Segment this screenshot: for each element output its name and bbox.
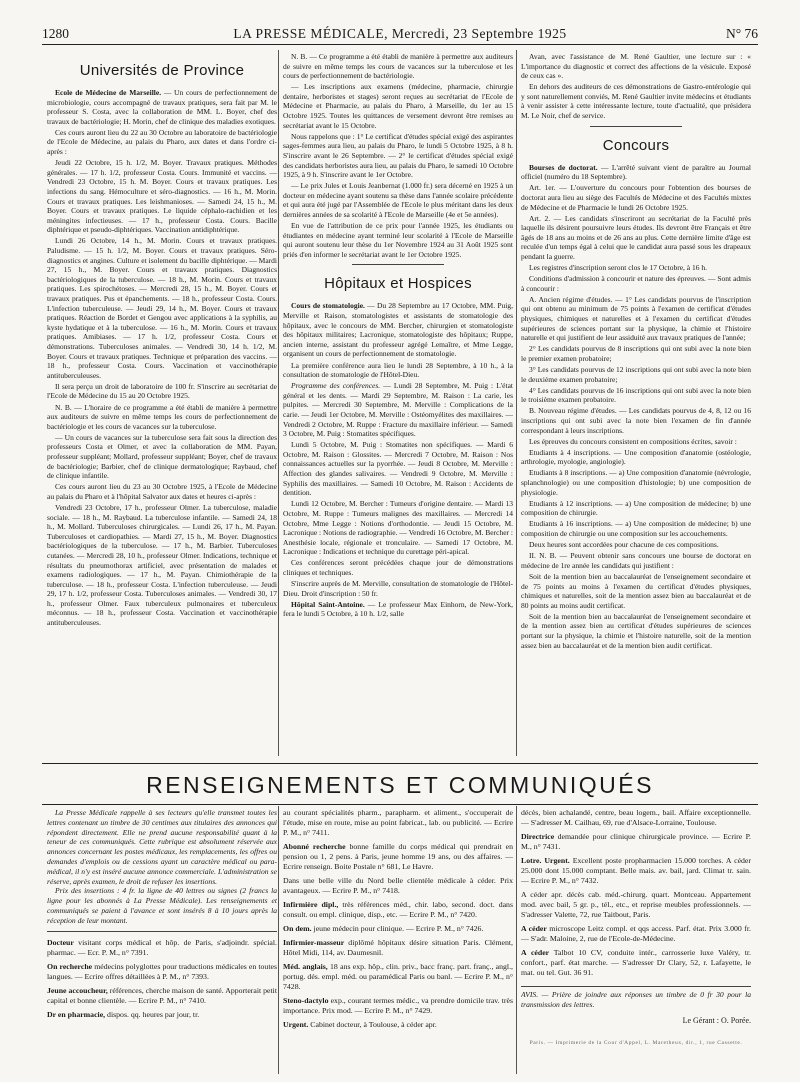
paragraph: Art. 1er. — L'ouverture du concours pour l'obtention des bourses de doctorat aura lieu au siège des Facultés de Médecine et des Facultés mixtes de Médecine et de Pharmacie le lundi 26 Octobre 1925. (521, 183, 751, 212)
classified-ad-lead: On dem. (283, 924, 312, 933)
notice-prices: Prix des insertions : 4 fr. la ligne de 40 lettres ou signes (2 francs la ligne pour les abonnés à La Presse Médicale). Les renseignements et communiqués se paient à l'avance et sont insérés 8 à 10 jours après la réception de leur montant. (47, 886, 277, 925)
paragraph: Vendredi 23 Octobre, 17 h., professeur Olmer. La tuberculose, maladie sociale. — 18 h., M. Raybaud. La tuberculose infantile. — Samedi 24, 18 h., M. Mollard. Tuberculoses chirurgicales. — Lundi 26, 17 h., M. Payan. Tuberculoses et cardiopathies. — Mardi 27, 15 h., M. Boyer. Diagnostics bactériologiques de la tuberculose. — 17 h., M. Barbier. Tuberculoses cutanées. — Mercredi 28, 10 h., professeur Olmer. Indications, technique et résultats du pneumothorax artificiel, avec présentation de malades et examens radiologiques. — 17 h., M. Payan. Chimiothérapie de la tuberculose. — 18 h., professeur Costa. L'infection tuberculeuse. — Jeudi 29, 17 h. 1/2, professeur Costa. Tuberculoses animales. — Vendredi 30, 17 h., professeur Olmer. Faux tuberculeux pulmonaires et tuberculeux méconnus. — 18 h., professeur Costa. Vaccination et vaccinothérapie antituberculeuses. (47, 502, 277, 628)
classified-ad-lead: Steno-dactylo (283, 996, 329, 1005)
printer-line: Paris. — Imprimerie de la Cour d'Appel, L. Maretheux, dir., 1, rue Cassette. (529, 1040, 743, 1046)
classified-ad-text: 18 ans exp. hôp., clin. priv., bacc franç. part. franç., angl., portug. dés. empl. méd. ou paramédical Paris ou banl. — Ecrire P. M., n° 7428. (283, 962, 513, 991)
paragraph: Il sera perçu un droit de laboratoire de 100 fr. S'inscrire au secrétariat de l'Ecole de Médecine du 15 au 20 Octobre 1925. (47, 381, 277, 401)
divider (352, 264, 444, 265)
column-rule (516, 806, 517, 1074)
classified-ad-text: demandée pour clinique chirurgicale province. — Ecrire P. M., n° 7431. (521, 832, 751, 851)
column-right (521, 52, 751, 757)
paragraph: Etudiants à 8 inscriptions. — a) Une composition d'anatomie (névrologie, splanchnologie) ou une composition d'histologie; b) une composition de physiologie. (521, 468, 751, 497)
classified-ad-lead: Directrice (521, 832, 555, 841)
paragraph: Lundi 12 Octobre, M. Bercher : Tumeurs d'origine dentaire. — Mardi 13 Octobre, M. Ruppe : Tumeurs malignes des maxillaires. — Mercredi 14 Octobre, Mme Legge : Notions d'orthodontie. — Jeudi 15 Octobre, M. Lacronique : Notions de radiographie. — Vendredi 16 Octobre, M. Bercher : Anesthésie locale, régionale et tronculaire. — Samedi 17 Octobre, M. Lacronique : Indications et technique du curettage péri-apical. (283, 499, 513, 557)
classified-ad-lead: Méd. anglais, (283, 962, 328, 971)
divider (47, 931, 277, 932)
paragraph: Nous rappelons que : 1° Le certificat d'études spécial exigé des aspirantes sages-femmes aura lieu, au palais du Pharo, le lundi 5 Octobre 1925, à 8 h. S'inscrire avant le 26 Septembre. — 2° le certificat d'études spécial exigé des candidats herboristes aura lieu, au palais du Pharo, le samedi 10 Octobre 1925, à 9 h. S'inscrire avant le 1er Octobre. (283, 131, 513, 180)
classified-ad-text: diplômé hôpitaux désire situation Paris. Clément, Hôtel Midi, 114, av. Daumesnil. (283, 938, 513, 957)
paragraph: Les registres d'inscription seront clos le 17 Octobre, à 16 h. (529, 263, 707, 273)
classified-ad (283, 962, 513, 992)
section-title-universites: Universités de Province (79, 62, 245, 79)
classified-ad (521, 808, 751, 828)
classified-ad-lead: Dr en pharmacie, (47, 1009, 106, 1019)
banner-rule-bottom (42, 804, 758, 805)
classified-ad-text: Talbot 10 CV, conduite intér., carrosserie luxe Valéry, tr. confort., parf. état marche. — S'adresser Dr Clary, 52, r. Lafayette, le mat. ou tel. Gut. 36 91. (521, 948, 751, 977)
classified-ad-lead: A céder (521, 948, 550, 957)
classified-ad-text: bonne famille du corps médical qui prendrait en pension ou 1, 2 pens. à Paris, jeune homme 19 ans, ou des affaires. — Ecrire renseign. Boite Postale n° 681, Le Havre. (283, 842, 513, 871)
section-title-concours: Concours (602, 136, 670, 154)
paragraph: Etudiants à 16 inscriptions. — a) Une composition de médecine; b) une composition de chirurgie ou une composition sur les accouchements. (521, 519, 751, 539)
item-lead: Programme des conférences. (291, 381, 381, 391)
paragraph: En dehors des auditeurs de ces démonstrations de Gastro-entérologie qui y sont naturellement conviés, M. René Gaultier invite médecins et étudiants à venir assister à cette intéressante lecture, toute d'actualité, que présidera M. Le Noir, chef de service. (521, 82, 751, 121)
classified-ad (283, 996, 513, 1016)
column-rule (278, 806, 279, 1074)
classified-ad-lead: Infirmière dipl., (283, 900, 339, 909)
paragraph: — Le professeur Max Einhorn, de New-York, fera le lundi 5 Octobre, à 10 h. 1/2, salle (283, 599, 513, 619)
paragraph: Ces cours auront lieu du 23 au 30 Octobre 1925, à l'Ecole de Médecine au palais du Pharo et à l'hôpital Salvator aux dates et heures ci-après : (47, 482, 277, 501)
classified-ad (283, 938, 513, 958)
paragraph: Deux heures sont accordées pour chacune de ces compositions. (529, 540, 719, 550)
classified-ad-lead: Jeune accoucheur, (47, 985, 108, 995)
classified-ad (283, 924, 513, 934)
paragraph: — Les inscriptions aux examens (médecine, pharmacie, chirurgie dentaire, herboristes et stages) seront reçues au secrétariat de l'Ecole de Médecine et Pharmacie, au palais du Pharo, à Marseille, du 1er au 15 Octobre 1925. Toutes les quittances de versement devront être remises au secrétariat avant le 15 Octobre. (283, 82, 513, 130)
paragraph: Jeudi 22 Octobre, 15 h. 1/2, M. Boyer. Travaux pratiques. Méthodes générales. — 17 h. 1/2, professeur Costa. Cours. Immunité et vaccins. — Vendredi 23 Octobre, 15 h. M. Boyer. Cours et travaux pratiques. Les infections du sang. Hémoculture et séro-diagnostics. — 16 h., M. Morin. Cours et travaux pratiques. Les leishmanioses. — Samedi 24, 15 h., M. Boyer. Cours et travaux pratiques. Le liquide céphalo-rachidien et les méningites infectieuses. — 17 h., professeur Costa. Cours. Bacille diphtérique et pseudo-diphtériques. Vaccination antidiphtérique. (47, 158, 277, 235)
paragraph: 4° Les candidats pourvus de 16 inscriptions qui ont subi avec la note bien le troisième examen probatoire. (521, 385, 751, 405)
classified-ad-text: exp., courant termes médic., va prendre domicile trav. très importance. Prix mod. — Ecrire P. M., n° 7429. (283, 996, 513, 1015)
classified-ad-text: au courant spécialités pharm., parapharm. et aliment., s'occuperait de l'étude, mise en route, mise au point fabricat., lab. ou publicité. — Ecrire P. M., n° 7411. (283, 808, 513, 837)
paragraph: S'inscrire auprès de M. Merville, consultation de stomatologie de l'Hôtel-Dieu. Droit d'inscription : 50 fr. (283, 579, 513, 598)
classified-ad-lead: On recherche (47, 961, 93, 971)
paragraph: Etudiants à 4 inscriptions. — Une composition d'anatomie (ostéologie, arthrologie, myologie, angiologie). (521, 447, 751, 467)
item-lead: Cours de stomatologie. (291, 301, 365, 311)
paragraph: Soit de la mention bien au baccalauréat de l'enseignement secondaire et de 75 points au moins à l'examen du certificat d'études physiques, chimiques et naturelles, soit de la mention assez bien au baccalauréat et de 80 points au moins audit certificat. (521, 571, 751, 610)
classified-ad (283, 808, 513, 838)
paragraph: — L'arrêté suivant vient de paraître au Journal officiel (numéro du 18 Septembre). (521, 162, 751, 182)
paragraph: Etudiants à 12 inscriptions. — a) Une composition de médecine; b) une composition de chirurgie. (521, 498, 751, 518)
classified-ad (521, 832, 751, 852)
classified-ad-text: A céder apr. décès cab. méd.-chirurg. quart. Montceau. Appartement mod. avec bail, 5 gr. p., tél., etc., et reprise meubles professionnels. — S'adresser Valette, 72, rue Taitbout, Paris. (521, 890, 751, 919)
paragraph: N. B. — Ce programme a été établi de manière à permettre aux auditeurs de suivre en même temps les cours de vacances sur la tuberculose et les cours de perfectionnement de bactériologie. (283, 52, 513, 81)
classified-ad-text: Cabinet docteur, à Toulouse, à céder apr. (308, 1020, 437, 1029)
classified-ad (47, 938, 277, 958)
paragraph: La première conférence aura lieu le lundi 28 Septembre, à 10 h., à la consultation de stomatologie de l'Hôtel-Dieu. (283, 360, 513, 380)
classifieds-column-1 (47, 808, 277, 1070)
paragraph: Lundi 5 Octobre, M. Puig : Stomatites non spécifiques. — Mardi 6 Octobre, M. Raison : Glossites. — Mercredi 7 Octobre, M. Raison : Nos connaissances actuelles sur la pyorrhée. — Jeudi 8 Octobre, M. Merville : Affection des glandes salivaires. — Vendredi 9 Octobre, M. Merville : Syphilis des maxillaires. — Samedi 10 Octobre, M. Raison : Accidents de dentition. (283, 440, 513, 498)
classified-ad (283, 876, 513, 896)
paragraph: Lundi 26 Octobre, 14 h., M. Morin. Cours et travaux pratiques. Paludisme. — 15 h. 1/2, M. Boyer. Cours et travaux pratiques. Séro-diagnostics et angines. Culture et isolement du bacille diphtérique. — Mardi 27, 15 h., M. Boyer. Cours et travaux pratiques. Diagnostics bactériologiques de la tuberculose. — 18 h., M. Morin. Cours et travaux pratiques. Les spirochétoses. — Mercredi 28, 15 h., M. Boyer. Cours et travaux pratiques. Pus et épanchements. — 18 h., professeur Costa. Cours. L'infection tuberculeuse. — Jeudi 29, 14 h., M. Boyer. Cours et travaux pratiques. Réaction de Bordet et Gengou avec applications à la syphilis, au kyste hydatique et à la tuberculose. — 16 h., M. Morin. Cours et travaux pratiques. Amibiases. — 17 h. 1/2, professeur Costa. Cours et démonstrations. Tuberculoses animales. — Vendredi 30, 14 h. 1/2, M. Boyer. Cours et travaux pratiques. Technique et préparation des vaccins. — 18 h., professeur Costa. Cours. Vaccination et vaccinothérapie antituberculeuses. (47, 236, 277, 380)
paragraph: 3° Les candidats pourvus de 12 inscriptions qui ont subi avec la note bien le deuxième examen probatoire; (521, 365, 751, 384)
gerant-signature: Le Gérant : O. Porée. (682, 1016, 751, 1025)
issue-number: N° 76 (725, 26, 758, 41)
classified-ad-lead: Lotre. Urgent. (521, 856, 570, 865)
section-title-hopitaux: Hôpitaux et Hospices (324, 275, 472, 293)
classified-ad-text: très références méd., chir. labo, second. doct. dans consult. ou empl. clinique, disp., etc. — Ecrire P. M., n° 7420. (283, 900, 513, 919)
classified-ad (47, 986, 277, 1006)
paragraph: Art. 2. — Les candidats s'inscriront au secrétariat de la Faculté près laquelle ils désirent poursuivre leurs études. Ils devront être Français et être âgés de 18 ans au moins et de 26 ans au plus. Cette dernière limite d'âge est reculée d'un temps égal à celui que le candidat aura passé sous les drapeaux pendant la guerre. (521, 213, 751, 261)
classified-ad-text: microscope Leitz compl. et qqs access. Parf. état. Prix 3.000 fr. — S'adr. Maloine, 2, rue de l'Ecole-de-Médecine. (521, 924, 751, 943)
classified-ad-text: jeune médecin pour clinique. — Ecrire P. M., n° 7426. (311, 924, 484, 933)
paragraph: Ces cours auront lieu du 22 au 30 Octobre au laboratoire de bactériologie de l'Ecole de Médecine, au palais du Pharo, aux dates et dans l'ordre ci-après : (47, 127, 277, 157)
item-lead: Bourses de doctorat. (529, 162, 598, 172)
paragraph: Les épreuves du concours consistent en compositions écrites, savoir : (529, 436, 737, 446)
classified-ad-text: décès, bien achalandé, centre, beau logem., bail. Affaire exceptionnelle. — S'adresser M. Cailhau, 69, rue d'Alsace-Lorraine, Toulouse. (521, 808, 751, 827)
paragraph: A. Ancien régime d'études. — 1° Les candidats pourvus de l'inscription qui ont obtenu au minimum de 75 points à l'examen de certificat d'études physiques, chimiques et naturelles et à l'examen du certificat d'études supérieures de sciences portant sur la physique, la chimie et l'histoire naturelle et qui justifient de leur assiduité aux travaux pratiques de l'année; (521, 294, 751, 343)
classified-ad-lead: Urgent. (283, 1020, 309, 1029)
classified-ad (283, 900, 513, 920)
classified-ad (521, 948, 751, 978)
classified-ad-text: Dans une belle ville du Nord belle clientèle médicale à céder. Prix avantageux. — Ecrire P. M., n° 7418. (283, 876, 513, 895)
classified-ad-lead: A céder (521, 924, 547, 933)
classified-ad-text: dispos. qq. heures par jour, tr. (105, 1009, 200, 1019)
page-number: 1280 (42, 26, 69, 41)
classified-ad-lead: Infirmier-masseur (283, 938, 345, 947)
section-banner-renseignements: RENSEIGNEMENTS ET COMMUNIQUÉS (146, 772, 654, 798)
classified-ad-lead: Abonné recherche (283, 842, 346, 851)
classified-ad (521, 924, 751, 944)
notice-block (47, 808, 277, 926)
paragraph: — Un cours de perfectionnement de microbiologie, cours accompagné de travaux pratiques, sera fait par M. le professeur S. Costa, avec la collaboration de MM. L. Boyer, chef des travaux de bactériologie; H. Morin, chef de clinique des maladies exotiques. (47, 88, 277, 126)
divider (590, 126, 682, 127)
paragraph: En vue de l'attribution de ce prix pour l'année 1925, les étudiants ou étudiantes en médecine ayant terminé leur scolarité à l'Ecole de Marseille qui auront soutenu leur thèse du 1er Novembre 1924 au 31 Août 1925 sont priés d'en informer le secrétariat avant le 1er Octobre 1925. (283, 221, 513, 259)
classified-ad-text: visitant corps médical et hôp. de Paris, s'adjoindr. spécial. pharmac. — Ecr. P. M., n° 7391. (47, 937, 277, 957)
column-middle (283, 52, 513, 757)
classified-ad (47, 962, 277, 982)
paragraph: — Le prix Jules et Louis Jeanbernat (1.000 fr.) sera décerné en 1925 à un docteur en médecine ayant soutenu sa thèse dans l'année scolaire précédente et qui aura été jugé par l'Assemblée de l'Ecole le plus méritant dans les deux dernières années de sa scolarité à l'Ecole de Marseille (4e et 5e années). (283, 181, 513, 219)
avis-notice: AVIS. — Prière de joindre aux réponses un timbre de 0 fr 30 pour la transmission des lettres. (521, 986, 751, 1010)
paragraph: N. B. — L'horaire de ce programme a été établi de manière à permettre aux auditeurs de suivre en même temps les cours de perfectionnement de bactériologie et les cours de vacances sur la tuberculose. (47, 402, 277, 431)
classified-ad (283, 1020, 513, 1030)
classified-ad-text: médecins polyglottes pour traductions médicales en toutes langues. — Ecrire offres détaillées à P. M., n° 7393. (47, 961, 277, 981)
column-rule (516, 50, 517, 756)
paragraph: — Du 28 Septembre au 17 Octobre, MM. Puig, Merville et Raison, stomatologistes et assistants de stomatologie des hôpitaux, avec le concours de MM. Bercher, chirurgien et stomatologiste des hôpitaux militaires; Lacronique, stomatologiste des hôpitaux; Ruppe, ancien interne, assistant du professeur agrégé Lemaître, et Mme Legge, organisent un cours de perfectionnement de stomatologie. (283, 301, 513, 359)
column-universites (47, 52, 277, 757)
paragraph: 2° Les candidats pourvus de 8 inscriptions qui ont subi avec la note bien le premier examen probatoire; (521, 344, 751, 363)
banner-rule-top (42, 763, 758, 764)
paragraph: Soit de la mention bien au baccalauréat de l'enseignement secondaire et de la mention assez bien au certificat d'études supérieures de sciences portant sur la physique, la chimie et l'histoire naturelle, soit de la mention assez bien au baccalauréat et de la mention bien audit certificat. (521, 611, 751, 650)
classified-ad (521, 890, 751, 920)
classifieds-column-3 (521, 808, 751, 1070)
classified-ad (47, 1010, 277, 1020)
classified-ad (521, 856, 751, 886)
classified-ad-text: références, cherche maison de santé. Apporterait petit capital et bonne clientèle. — Ecrire P. M., n° 7410. (47, 985, 277, 1005)
paragraph: — Un cours de vacances sur la tuberculose sera fait sous la direction des professeurs Costa et Olmer, et avec la collaboration de MM. Payan, professeur suppléant; Mollard, professeur suppléant; Boyer, chef de travaux de bactériologie; Barbier, chef de clinique dermatologique; Raybaud, chef de clinique infantile. (47, 432, 277, 481)
classifieds-column-2 (283, 808, 513, 1070)
classified-ad (283, 842, 513, 872)
journal-title: LA PRESSE MÉDICALE, Mercredi, 23 Septembre 1925 (233, 26, 567, 41)
item-lead: Ecole de Médecine de Marseille. (55, 88, 162, 97)
paragraph: B. Nouveau régime d'études. — Les candidats pourvus de 4, 8, 12 ou 16 inscriptions qui ont subi avec la note bien l'examen de fin d'année correspondant à leurs inscriptions. (521, 406, 751, 435)
classified-ad-text: Excellent poste propharmacien 15.000 torches. A céder 25.000 dont 15.000 comptant. Belle mais. av. bail, jard. Climat tr. sain. — Ecrire P. M., n° 7432. (521, 856, 751, 885)
classified-ad-lead: Docteur (47, 937, 74, 947)
item-lead: Hôpital Saint-Antoine. (291, 599, 365, 609)
notice-text: La Presse Médicale rappelle à ses lecteurs qu'elle transmet toutes les lettres contenant un timbre de 30 centimes aux titulaires des annonces qui répondent directement. Elle ne prend aucune responsabilité quant à la teneur de ces communiqués. Cette rubrique est absolument réservée aux annonces concernant les postes médicaux, les remplacements, les offres ou demandes d'emplois ou de cessions ayant un caractère médical ou para-médical, il n'y est inséré aucune annonce commerciale. L'administration se réserve, après examen, le droit de refuser les insertions. (47, 808, 277, 886)
paragraph: Conditions d'admission à concourir et nature des épreuves. — Sont admis à concourir : (521, 274, 751, 293)
paragraph: II. N. B. — Peuvent obtenir sans concours une bourse de doctorat en médecine de 1re année les candidats qui justifient : (521, 551, 751, 570)
paragraph: — Lundi 28 Septembre, M. Puig : L'état général et les dents. — Mardi 29 Septembre, M. Raison : La carie, les pulpites. — Mercredi 30 Septembre, M. Merville : Complications de la carie. — Jeudi 1er Octobre, M. Merville : Ostéomyélites des maxillaires. — Vendredi 2 Octobre, M. Ruppe : Fracture du maxillaire inférieur. — Samedi 3 Octobre, M. Puig : Stomatites spécifiques. (283, 381, 513, 439)
paragraph: Avan, avec l'assistance de M. René Gaultier, une lecture sur : « L'importance du diagnostic et correct des affections de la vésicule. Exposé de ceux cas ». (521, 52, 751, 81)
paragraph: Ces conférences seront précédées chaque jour de démonstrations cliniques et techniques. (283, 558, 513, 577)
running-header (42, 26, 758, 45)
column-rule (278, 50, 279, 756)
